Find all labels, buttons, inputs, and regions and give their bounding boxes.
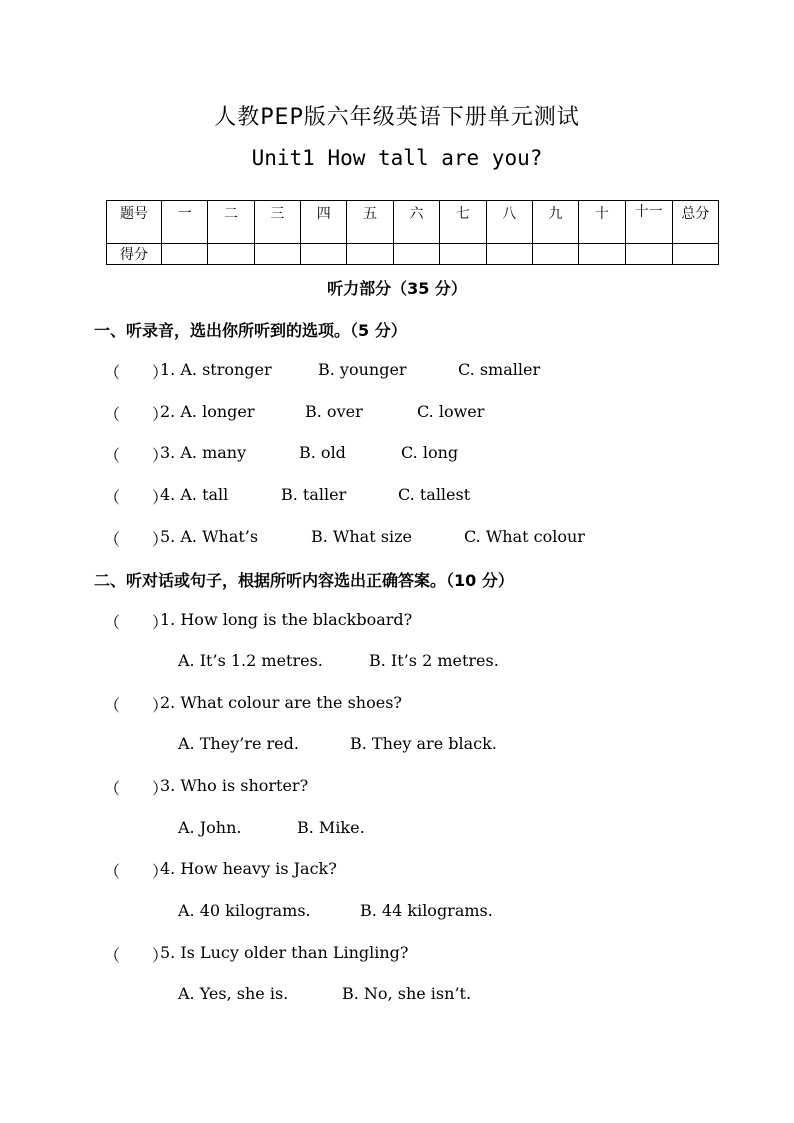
- score-col-6: 六: [393, 201, 439, 244]
- question-text: 2. What colour are the shoes?: [160, 693, 402, 712]
- option-b: B. over: [305, 402, 363, 421]
- score-col-2: 二: [208, 201, 254, 244]
- option-c: C. tallest: [398, 485, 471, 504]
- question-text: 1. How long is the blackboard?: [160, 610, 413, 629]
- page-subtitle: Unit1 How tall are you?: [251, 146, 543, 170]
- score-cell[interactable]: [579, 244, 625, 265]
- option-b: B. What size: [311, 527, 412, 546]
- score-cell[interactable]: [254, 244, 300, 265]
- score-col-4: 四: [301, 201, 347, 244]
- answer-blank[interactable]: （ ）: [104, 613, 169, 632]
- answer-blank[interactable]: （ ）: [104, 530, 169, 549]
- score-col-1: 一: [162, 201, 208, 244]
- option-c: C. lower: [417, 402, 485, 421]
- answer-blank[interactable]: （ ）: [104, 405, 169, 424]
- option-c: C. smaller: [458, 360, 541, 379]
- score-cell[interactable]: [347, 244, 393, 265]
- score-table-score-row: [107, 244, 719, 265]
- answer-blank[interactable]: （ ）: [104, 488, 169, 507]
- answer-blank[interactable]: （ ）: [104, 779, 169, 798]
- option-a: 5. A. What’s: [160, 527, 259, 546]
- score-col-7: 七: [440, 201, 486, 244]
- answer-blank[interactable]: （ ）: [104, 696, 169, 715]
- option-b: B. 44 kilograms.: [360, 901, 493, 920]
- option-b: B. taller: [281, 485, 347, 504]
- option-a: A. 40 kilograms.: [178, 901, 311, 920]
- score-cell[interactable]: [301, 244, 347, 265]
- option-c: C. long: [401, 443, 459, 462]
- score-table-label-number: 题号: [107, 201, 162, 244]
- question-text: 3. Who is shorter?: [160, 776, 309, 795]
- score-cell[interactable]: [625, 244, 672, 265]
- score-col-10: 十: [579, 201, 625, 244]
- option-b: B. No, she isn’t.: [342, 984, 472, 1003]
- option-b: B. It’s 2 metres.: [369, 651, 499, 670]
- answer-blank[interactable]: （ ）: [104, 446, 169, 465]
- option-a: 2. A. longer: [160, 402, 255, 421]
- section-1-heading: 一、听录音，选出你所听到的选项。（5 分）: [94, 321, 407, 340]
- score-table-header-row: [107, 201, 719, 244]
- answer-blank[interactable]: （ ）: [104, 363, 169, 382]
- answer-blank[interactable]: （ ）: [104, 946, 169, 965]
- score-col-total: 总分: [672, 201, 718, 244]
- listening-part-heading: 听力部分（35 分）: [327, 279, 467, 298]
- option-b: B. younger: [318, 360, 407, 379]
- score-cell[interactable]: [208, 244, 254, 265]
- option-b: B. Mike.: [297, 818, 365, 837]
- score-cell[interactable]: [440, 244, 486, 265]
- option-c: C. What colour: [464, 527, 585, 546]
- score-col-11: 十一: [625, 201, 672, 244]
- option-a: 1. A. stronger: [160, 360, 272, 379]
- option-a: 4. A. tall: [160, 485, 229, 504]
- option-a: A. Yes, she is.: [178, 984, 289, 1003]
- option-a: A. John.: [178, 818, 242, 837]
- score-col-5: 五: [347, 201, 393, 244]
- page-title: 人教PEP版六年级英语下册单元测试: [214, 105, 580, 130]
- option-a: A. It’s 1.2 metres.: [178, 651, 323, 670]
- option-a: 3. A. many: [160, 443, 247, 462]
- score-cell[interactable]: [672, 244, 718, 265]
- score-cell[interactable]: [532, 244, 578, 265]
- option-b: B. old: [299, 443, 346, 462]
- option-b: B. They are black.: [350, 734, 497, 753]
- section-2-heading: 二、听对话或句子，根据所听内容选出正确答案。（10 分）: [94, 571, 514, 590]
- answer-blank[interactable]: （ ）: [104, 862, 169, 881]
- score-table-label-score: 得分: [107, 244, 162, 265]
- score-col-8: 八: [486, 201, 532, 244]
- question-text: 5. Is Lucy older than Lingling?: [160, 943, 409, 962]
- score-cell[interactable]: [393, 244, 439, 265]
- score-col-9: 九: [532, 201, 578, 244]
- option-a: A. They’re red.: [178, 734, 299, 753]
- score-cell[interactable]: [162, 244, 208, 265]
- question-text: 4. How heavy is Jack?: [160, 859, 337, 878]
- score-cell[interactable]: [486, 244, 532, 265]
- score-table: [106, 200, 719, 265]
- score-col-3: 三: [254, 201, 300, 244]
